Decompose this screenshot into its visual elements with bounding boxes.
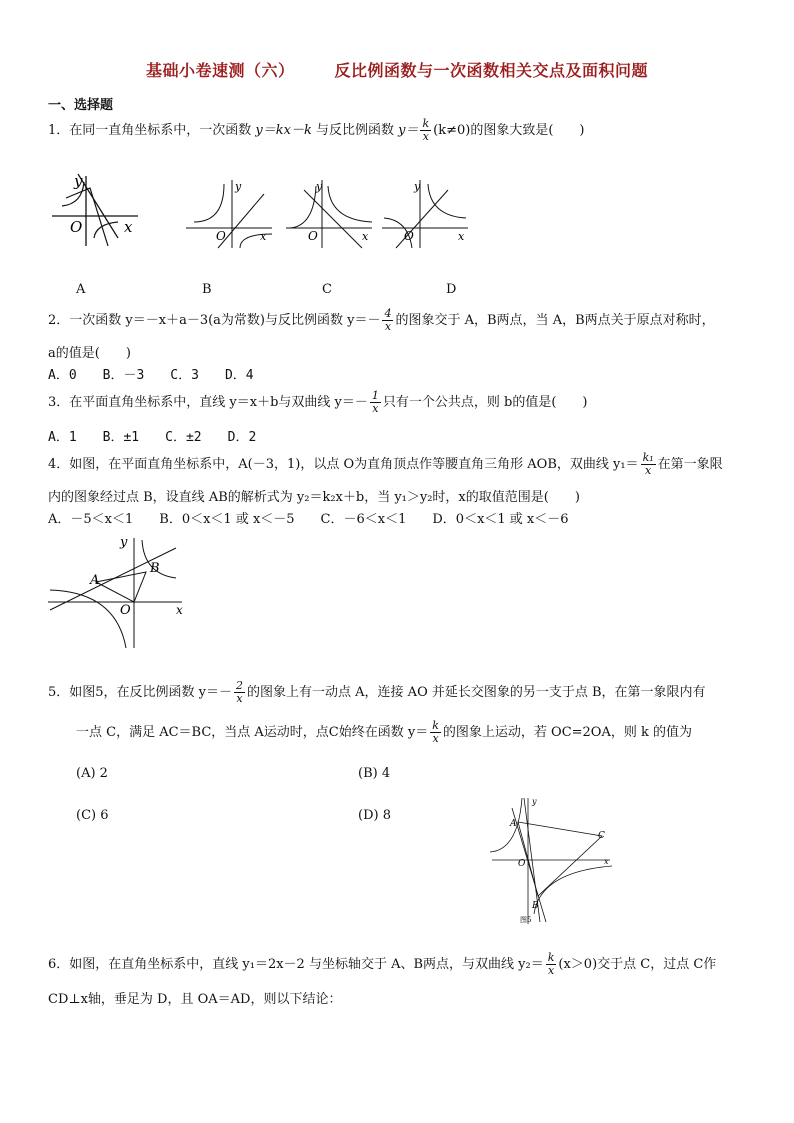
svg-text:x: x <box>362 230 369 243</box>
q2-options: A．0 B．－3 C．3 D．4 <box>48 368 254 383</box>
q6-fraction: $\frac{k}{x}$ <box>547 951 555 977</box>
page-title <box>0 58 794 81</box>
svg-text:O: O <box>404 229 414 243</box>
q5-figure <box>488 794 618 926</box>
title-part2: 反比例函数与一次函数相关交点及面积问题 <box>334 61 649 80</box>
q5-option-a: (A) 2 <box>76 766 108 781</box>
svg-text:O: O <box>216 229 226 243</box>
q5-option-c: (C) 6 <box>76 808 109 823</box>
svg-text:O: O <box>120 603 131 618</box>
svg-text:A: A <box>90 573 100 588</box>
q4-fraction: $\frac{\text{k₁}}{x}$ <box>642 451 654 477</box>
svg-text:x: x <box>176 603 183 617</box>
svg-text:C: C <box>598 831 605 841</box>
svg-text:y: y <box>532 797 537 806</box>
axis-y-label: y <box>74 172 83 190</box>
svg-text:B: B <box>150 561 160 576</box>
svg-text:x: x <box>458 230 465 243</box>
q2-stem-line1: 2．一次函数 y＝－x＋a－3(a为常数)与反比例函数 y＝－ $\frac{4}{x}$ 的图象交于 A，B两点，当 A，B两点关于原点对称时， <box>48 307 715 333</box>
q5-stem-line2: 一点 C，满足 AC＝BC，当点 A运动时，点C始终在函数 y＝ $\frac{k}{x}$ 的图象上运动，若 OC=2OA，则 k 的值为 <box>76 719 692 745</box>
svg-text:x: x <box>604 857 609 866</box>
q4-stem-line2: 内的图象经过点 B，设直线 AB的解析式为 y₂＝k₂x＋b，当 y₁＞y₂时，x的取值范围是( ) <box>48 490 580 505</box>
svg-text:B: B <box>532 901 539 911</box>
title-part1: 基础小卷速测（六） <box>145 61 295 80</box>
svg-text:y: y <box>316 180 323 193</box>
q2-fraction: $\frac{4}{x}$ <box>384 307 392 333</box>
q1-graph-a <box>48 168 148 248</box>
q1-label-b: B <box>202 282 212 297</box>
q1-graph-b <box>182 176 278 250</box>
q4-options: A．－5＜x＜1 B．0＜x＜1 或 x＜－5 C．－6＜x＜1 D．0＜x＜1 或 x＜－6 <box>48 512 569 527</box>
q1-fraction: $\frac{k}{x}$ <box>422 117 430 143</box>
q3-options: A．1 B．±1 C．±2 D．2 <box>48 430 257 445</box>
q5-fraction-1: $\frac{2}{x}$ <box>236 679 244 705</box>
svg-text:O: O <box>308 229 318 243</box>
q1-graph-c <box>282 176 378 250</box>
q2-stem-line2: a的值是( ) <box>48 346 131 361</box>
q4-stem-line1: 4．如图，在平面直角坐标系中，A(－3，1)，以点 O为直角顶点作等腰直角三角形 AOB，双曲线 y₁＝ $\frac{\text{k₁}}{x}$ 在第一象限 <box>48 451 723 477</box>
svg-text:O: O <box>518 859 526 869</box>
q4-figure <box>46 532 186 650</box>
origin-label: O <box>70 218 83 236</box>
q5-option-b: (B) 4 <box>358 766 391 781</box>
q1-graph-d <box>378 176 474 250</box>
q6-stem-line2: CD⊥x轴，垂足为 D，且 OA＝AD，则以下结论： <box>48 992 342 1007</box>
svg-text:x: x <box>260 230 267 243</box>
svg-text:图5: 图5 <box>520 916 532 924</box>
svg-text:y: y <box>120 535 128 550</box>
section-heading: 一、选择题 <box>48 98 114 113</box>
axis-x-label: x <box>124 218 133 236</box>
q3-stem: 3．在平面直角坐标系中，直线 y＝x＋b与双曲线 y＝－ $\frac{1}{x}$ 只有一个公共点，则 b的值是( ) <box>48 389 588 415</box>
svg-text:y: y <box>235 180 242 193</box>
q5-fraction-2: $\frac{k}{x}$ <box>432 719 439 745</box>
q1-stem: 1．在同一直角坐标系中，一次函数 y＝kx－k 与反比例函数 y＝ $\frac{k}{x}$ (k≠0)的图象大致是( ) <box>48 117 585 143</box>
q1-label-d: D <box>446 282 457 297</box>
q5-stem-line1: 5．如图5，在反比例函数 y＝－ $\frac{2}{x}$ 的图象上有一动点 A，连接 AO 并延长交图象的另一支于点 B，在第一象限内有 <box>48 679 706 705</box>
q6-stem-line1: 6．如图，在直角坐标系中，直线 y₁＝2x－2 与坐标轴交于 A、B两点，与双曲线 y₂＝ $\frac{k}{x}$ (x＞0)交于点 C，过点 C作 <box>48 951 717 977</box>
q1-label-a: A <box>76 282 86 297</box>
q1-label-c: C <box>322 282 332 297</box>
svg-text:A: A <box>510 819 517 829</box>
q5-option-d: (D) 8 <box>358 808 391 823</box>
svg-text:y: y <box>414 180 421 193</box>
q3-fraction: $\frac{1}{x}$ <box>371 389 379 415</box>
